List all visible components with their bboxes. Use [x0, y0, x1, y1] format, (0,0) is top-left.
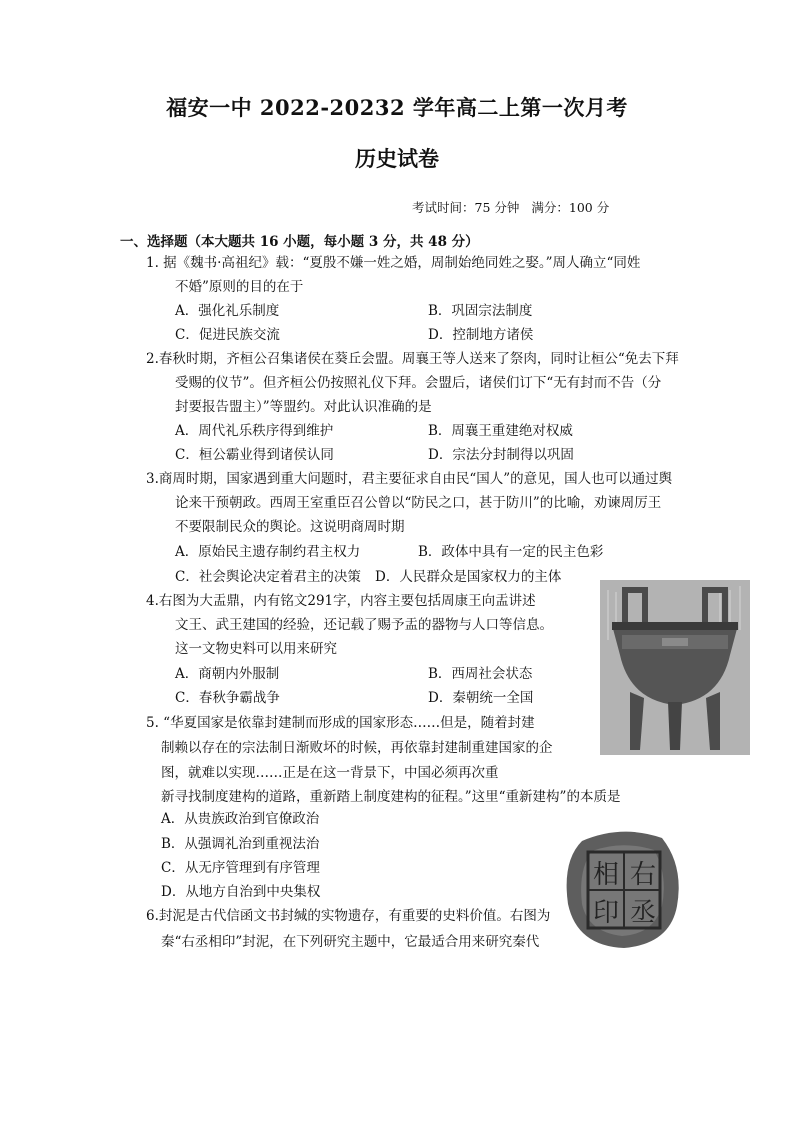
q2-option-c[interactable]: C．桓公霸业得到诸侯认同	[175, 447, 334, 463]
q4-option-c[interactable]: C．春秋争霸战争	[175, 690, 280, 706]
q4-option-b[interactable]: B．西周社会状态	[428, 666, 533, 682]
seal-char-1: 右	[630, 860, 657, 890]
q3-option-b[interactable]: B．政体中具有一定的民主色彩	[418, 544, 604, 560]
seal-char-4: 印	[593, 898, 620, 928]
q3-line-3: 不要限制民众的舆论。这说明商周时期	[175, 519, 405, 535]
q2-option-a[interactable]: A．周代礼乐秩序得到维护	[175, 423, 334, 439]
seal-clay-image	[562, 826, 682, 955]
q6-line-2: 秦“右丞相印”封泥，在下列研究主题中，它最适合用来研究秦代	[161, 934, 540, 950]
q2-line-1: 2.春秋时期，齐桓公召集诸侯在葵丘会盟。周襄王等人送来了祭肉，同时让桓公“免去下拜	[146, 351, 679, 367]
q3-option-c[interactable]: C．社会舆论决定着君主的决策	[175, 569, 361, 585]
q4-line-3: 这一文物史料可以用来研究	[175, 641, 337, 657]
exam-time: 考试时间：75 分钟	[412, 200, 520, 215]
q5-option-c[interactable]: C．从无序管理到有序管理	[161, 860, 320, 876]
seal-char-3: 相	[593, 860, 620, 890]
q1-line-2: 不婚”原则的目的在于	[175, 279, 304, 295]
q5-option-d[interactable]: D．从地方自治到中央集权	[161, 884, 321, 900]
q1-option-b[interactable]: B．巩固宗法制度	[428, 303, 533, 319]
q4-option-d[interactable]: D．秦朝统一全国	[428, 690, 534, 706]
q1-option-d[interactable]: D．控制地方诸侯	[428, 327, 534, 343]
q2-line-3: 封要报告盟主）”等盟约。对此认识准确的是	[175, 399, 432, 415]
q2-line-2: 受赐的仪节”。但齐桓公仍按照礼仪下拜。会盟后，诸侯们订下“无有封而不告（分	[175, 375, 662, 391]
exam-info	[412, 198, 609, 216]
q2-option-d[interactable]: D．宗法分封制得以巩固	[428, 447, 574, 463]
q4-line-2: 文王、武王建国的经验，还记载了赐予盂的器物与人口等信息。	[175, 617, 553, 633]
q4-option-a[interactable]: A．商朝内外服制	[175, 666, 280, 682]
q1-option-c[interactable]: C．促进民族交流	[175, 327, 280, 343]
q3-line-2: 论来干预朝政。西周王室重臣召公曾以“防民之口，甚于防川”的比喻，劝谏周厉王	[175, 495, 662, 511]
q3-line-1: 3.商周时期，国家遇到重大问题时，君主要征求自由民“国人”的意见，国人也可以通过舆	[146, 471, 673, 487]
q5-line-1: 5. “华夏国家是依靠封建制而形成的国家形态……但是，随着封建	[146, 715, 535, 731]
q2-option-b[interactable]: B．周襄王重建绝对权威	[428, 423, 573, 439]
full-score: 满分：100 分	[531, 200, 610, 215]
exam-subtitle: 历史试卷	[355, 146, 439, 171]
q5-option-a[interactable]: A．从贵族政治到官僚政治	[161, 811, 320, 827]
q4-line-1: 4.右图为大盂鼎，内有铭文291字，内容主要包括周康王向盂讲述	[146, 593, 536, 609]
q3-option-d[interactable]: D．人民群众是国家权力的主体	[375, 569, 562, 585]
q5-line-2: 制赖以存在的宗法制日渐败坏的时候，再依靠封建制重建国家的企	[161, 740, 553, 756]
seal-char-2: 丞	[630, 898, 657, 928]
section-heading: 一、选择题（本大题共 16 小题，每小题 3 分，共 48 分）	[120, 234, 479, 250]
q1-option-a[interactable]: A．强化礼乐制度	[175, 303, 280, 319]
q3-option-a[interactable]: A．原始民主遗存制约君主权力	[175, 544, 361, 560]
q5-option-b[interactable]: B．从强调礼治到重视法治	[161, 836, 320, 852]
da-yu-ding-image	[600, 580, 750, 759]
q5-line-3: 图，就难以实现……正是在这一背景下，中国必须再次重	[161, 765, 499, 781]
q5-line-4: 新寻找制度建构的道路，重新踏上制度建构的征程。”这里“重新建构”的本质是	[161, 789, 621, 805]
exam-title: 福安一中 2022-20232 学年高二上第一次月考	[166, 95, 628, 120]
q1-line-1: 1. 据《魏书·高祖纪》载：“夏殷不嫌一姓之婚，周制始绝同姓之娶。”周人确立“同姓	[146, 255, 641, 271]
q6-line-1: 6.封泥是古代信函文书封缄的实物遗存，有重要的史料价值。右图为	[146, 908, 551, 924]
